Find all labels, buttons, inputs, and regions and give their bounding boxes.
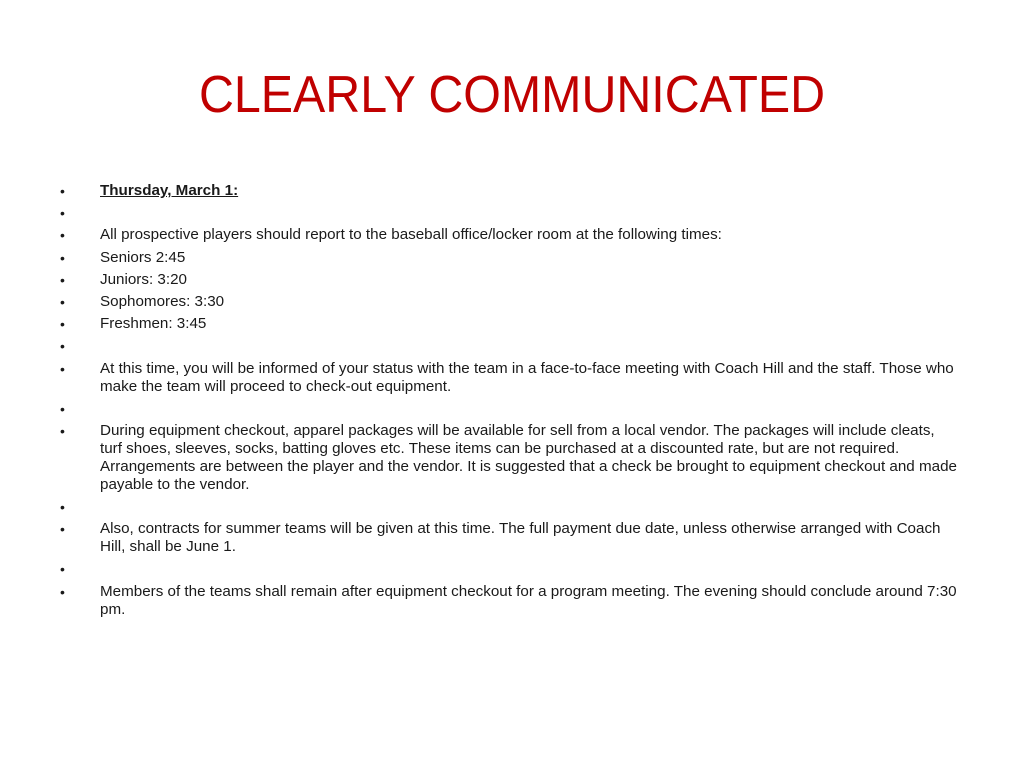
bullet-icon: • <box>60 249 65 266</box>
list-item-text: During equipment checkout, apparel packages will be available for sell from a local vendor. The packages will include cleats, turf shoes, sleeves, socks, batting gloves etc. These items can be purchased at a discounted rate, but are not required. Arrangements are between the player and the vendor. It is suggested that a check be brought to equipment checkout and made payable to the vendor. <box>100 421 957 493</box>
bullet-list <box>60 182 960 623</box>
list-item <box>60 360 960 396</box>
list-item <box>60 293 960 311</box>
bullet-icon: • <box>60 338 65 355</box>
list-item-text: All prospective players should report to the baseball office/locker room at the following times: <box>100 226 722 244</box>
bullet-icon: • <box>60 293 65 310</box>
list-item-text: Freshmen: 3:45 <box>100 315 207 333</box>
list-item <box>60 271 960 289</box>
list-item <box>60 520 960 556</box>
list-item <box>60 583 960 619</box>
list-item-text: Members of the teams shall remain after equipment checkout for a program meeting. The evening should conclude around 7:30 pm. <box>100 582 957 618</box>
bullet-icon: • <box>60 422 65 439</box>
bullet-icon: • <box>60 499 65 516</box>
list-item <box>60 204 960 222</box>
list-item <box>60 498 960 516</box>
date-heading: Thursday, March 1: <box>100 182 239 199</box>
list-item <box>60 422 960 494</box>
list-item <box>60 226 960 244</box>
bullet-icon: • <box>60 205 65 222</box>
bullet-icon: • <box>60 400 65 417</box>
bullet-icon: • <box>60 227 65 244</box>
bullet-icon: • <box>60 316 65 333</box>
list-item <box>60 560 960 578</box>
list-item-text: At this time, you will be informed of your status with the team in a face-to-face meeting with Coach Hill and the staff. Those who make the team will proceed to check-out equipment. <box>100 359 954 395</box>
bullet-icon: • <box>60 521 65 538</box>
bullet-icon: • <box>60 360 65 377</box>
bullet-icon: • <box>60 271 65 288</box>
slide-title: CLEARLY COMMUNICATED <box>198 66 826 124</box>
list-item-text: Sophomores: 3:30 <box>100 292 225 310</box>
bullet-icon: • <box>60 583 65 600</box>
list-item <box>60 400 960 418</box>
bullet-icon: • <box>60 183 65 199</box>
list-item-text: Juniors: 3:20 <box>100 270 187 288</box>
list-item <box>60 315 960 333</box>
bullet-icon: • <box>60 561 65 578</box>
list-item-text: Also, contracts for summer teams will be given at this time. The full payment due date, unless otherwise arranged with Coach Hill, shall be June 1. <box>100 520 941 556</box>
list-item <box>60 337 960 355</box>
list-item <box>60 182 960 200</box>
list-item <box>60 249 960 267</box>
list-item-text: Seniors 2:45 <box>100 248 186 266</box>
